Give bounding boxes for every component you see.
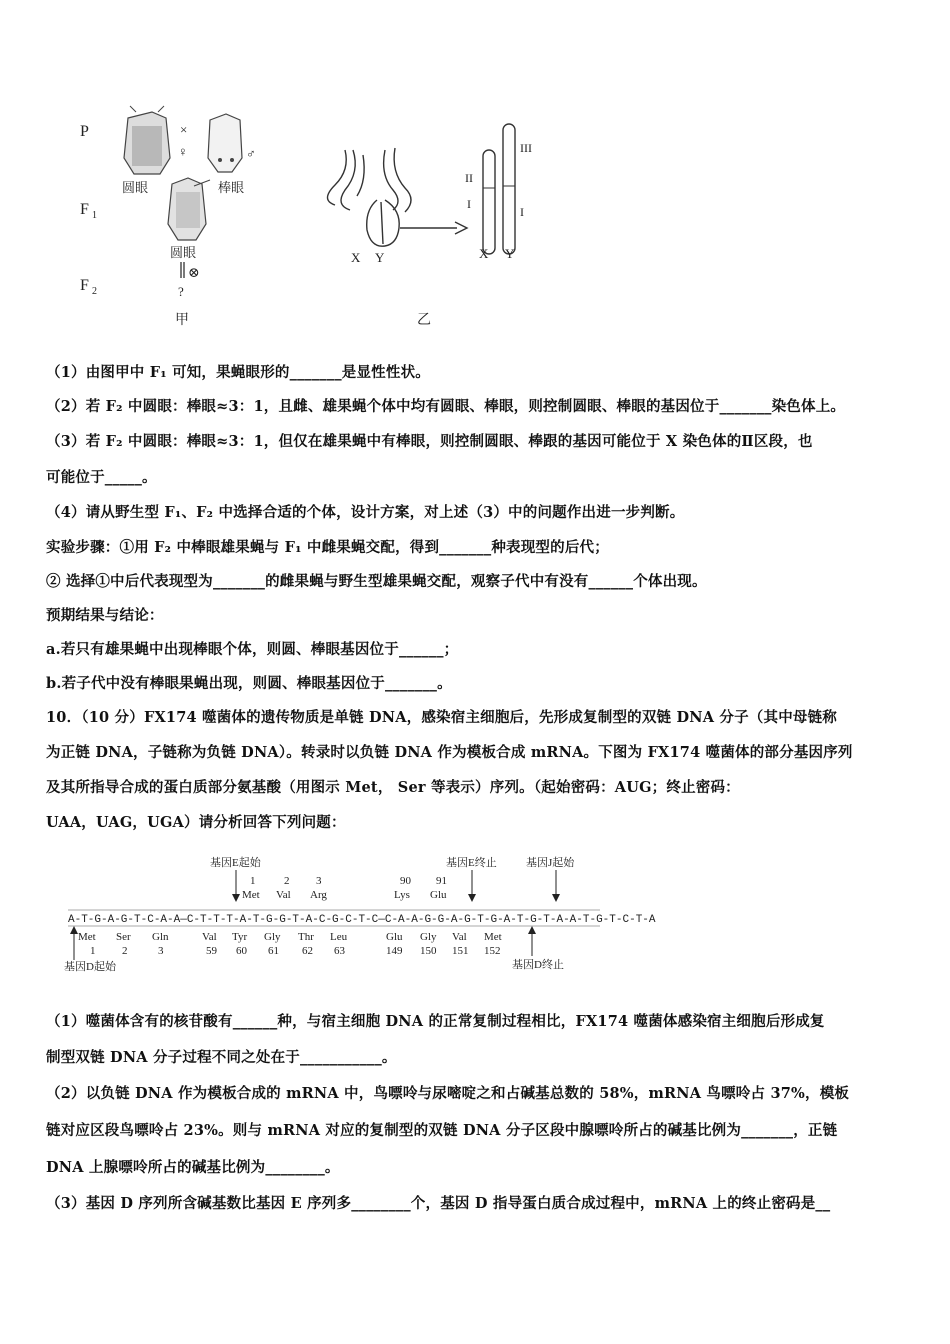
male-fly-icon [208, 114, 242, 172]
figure-jia [70, 100, 270, 330]
bottom-num-10: 150 [420, 945, 437, 957]
top-num-91: 91 [436, 875, 447, 887]
gene-e-start-label: 基因E起始 [210, 857, 261, 869]
bottom-num-8: 63 [334, 945, 345, 957]
top-aa-val: Val [276, 889, 291, 901]
q10-sub-line-1: （1）噬菌体含有的核苷酸有______种，与宿主细胞 DNA 的正常复制过程相比，FX174 噬菌体感染宿主细胞后形成复 [46, 1013, 825, 1030]
top-num-3: 3 [316, 875, 322, 887]
figure-yi-caption: 乙 [417, 313, 431, 328]
gen-p-label: P [80, 123, 89, 140]
bar-eye-label: 棒眼 [218, 180, 245, 195]
bottom-num-9: 149 [386, 945, 403, 957]
q10-line-1: 10．（10 分）FX174 噬菌体的遗传物质是单链 DNA，感染宿主细胞后，先形成复制型的双链 DNA 分子（其中母链称 [46, 709, 838, 726]
fig-yi-y-right: Y [505, 246, 515, 261]
q9-line-9: a.若只有雄果蝇中出现棒眼个体，则圆、棒眼基因位于______； [46, 641, 459, 658]
gene-sequence-figure [60, 848, 660, 978]
q9-line-4: 可能位于_____。 [46, 469, 157, 486]
f1-fly-icon [168, 178, 210, 240]
bottom-num-6: 61 [268, 945, 279, 957]
gene-e-end-label: 基因E终止 [446, 857, 497, 869]
q10-line-2: 为正链 DNA，子链称为负链 DNA）。转录时以负链 DNA 作为模板合成 mRNA。下图为 FX174 噬菌体的部分基因序列 [46, 744, 853, 761]
q10-sub-line-5: DNA 上腺嘌呤所占的碱基比例为________。 [46, 1159, 340, 1176]
fig-yi-x-right: X [479, 246, 489, 261]
bottom-num-7: 62 [302, 945, 313, 957]
bottom-aa-3: Gln [152, 931, 169, 943]
q10-sub-line-6: （3）基因 D 序列所含碱基数比基因 E 序列多________个，基因 D 指导蛋白质合成过程中，mRNA 上的终止密码是__ [46, 1195, 831, 1212]
gen-f1-label: F [80, 201, 89, 218]
figure-jia-caption: 甲 [175, 313, 189, 328]
gene-d-start-label: 基因D起始 [64, 961, 116, 973]
top-aa-met: Met [242, 889, 260, 901]
bottom-num-1: 1 [90, 945, 96, 957]
bottom-num-3: 3 [158, 945, 164, 957]
bottom-aa-12: Met [484, 931, 502, 943]
q10-line-4: UAA，UAG，UGA）请分析回答下列问题： [46, 814, 346, 831]
bottom-aa-6: Gly [264, 931, 281, 943]
gene-d-end-label: 基因D终止 [512, 959, 564, 971]
top-aa-lys: Lys [394, 889, 410, 901]
bottom-num-5: 60 [236, 945, 247, 957]
q9-line-3: （3）若 F₂ 中圆眼：棒眼≈3：1，但仅在雄果蝇中有棒眼，则控制圆眼、棒跟的基因可能位于 X 染色体的Ⅱ区段，也 [46, 433, 813, 450]
bottom-num-4: 59 [206, 945, 217, 957]
selfing-symbol: ⊗ [188, 266, 200, 281]
bottom-aa-4: Val [202, 931, 217, 943]
fig-yi-x-left: X [351, 250, 361, 265]
top-num-90: 90 [400, 875, 411, 887]
region-i-right-label: I [520, 205, 524, 219]
top-aa-glu: Glu [430, 889, 447, 901]
gene-j-start-label: 基因J起始 [526, 857, 575, 869]
q9-line-2: （2）若 F₂ 中圆眼：棒眼≈3：1，且雌、雄果蝇个体中均有圆眼、棒眼，则控制圆眼、棒眼的基因位于_______染色体上。 [46, 398, 846, 415]
bottom-aa-11: Val [452, 931, 467, 943]
male-symbol: ♂ [246, 146, 256, 161]
female-fly-icon [124, 106, 170, 174]
y-chromosome-icon [503, 124, 515, 254]
f2-question: ? [178, 284, 184, 299]
q9-line-1: （1）由图甲中 F₁ 可知，果蝇眼形的_______是显性性状。 [46, 364, 430, 381]
q9-line-8: 预期结果与结论： [46, 607, 164, 624]
q10-sub-line-4: 链对应区段鸟嘌呤占 23%。则与 mRNA 对应的复制型的双链 DNA 分子区段中腺嘌呤所占的碱基比例为_______，正链 [46, 1122, 838, 1139]
female-symbol: ♀ [178, 144, 188, 159]
q9-line-6: 实验步骤：①用 F₂ 中棒眼雄果蝇与 F₁ 中雌果蝇交配，得到_______种表现型的后代； [46, 539, 609, 556]
f1-round-eye-label: 圆眼 [170, 245, 197, 260]
dna-sequence: A-T-G-A-G-T-C-A-A—C-T-T-T-A-T-G-G-T-A-C-G-C-T-C—C-A-A-G-G-A-G-T-G-A-T-G-T-A-A-T-G-T-C-T-A [68, 914, 656, 926]
q9-line-7: ② 选择①中后代表现型为_______的雌果蝇与野生型雄果蝇交配，观察子代中有没有______个体出现。 [46, 573, 707, 590]
q9-line-10: b.若子代中没有棒眼果蝇出现，则圆、棒眼基因位于_______。 [46, 675, 452, 692]
x-chromosome-icon [483, 150, 495, 254]
region-iii-label: III [520, 141, 532, 155]
bottom-num-11: 151 [452, 945, 469, 957]
fig-yi-y-left: Y [375, 250, 385, 265]
bottom-aa-7: Thr [298, 931, 314, 943]
bottom-aa-8: Leu [330, 931, 348, 943]
bottom-aa-10: Gly [420, 931, 437, 943]
bottom-num-2: 2 [122, 945, 128, 957]
bottom-aa-5: Tyr [232, 931, 248, 943]
round-eye-label: 圆眼 [122, 180, 149, 195]
top-num-1: 1 [250, 875, 256, 887]
bottom-aa-2: Ser [116, 931, 131, 943]
region-i-left-label: I [467, 197, 471, 211]
cross-symbol: × [180, 122, 188, 137]
figure-yi [305, 110, 545, 330]
region-ii-label: II [465, 171, 473, 185]
gen-f1-sub: 1 [92, 210, 97, 221]
bottom-num-12: 152 [484, 945, 501, 957]
q10-line-3: 及其所指导合成的蛋白质部分氨基酸（用图示 Met， Ser 等表示）序列。（起始密码：AUG；终止密码： [46, 779, 740, 796]
bottom-aa-9: Glu [386, 931, 403, 943]
q10-sub-line-3: （2）以负链 DNA 作为模板合成的 mRNA 中，鸟嘌呤与尿嘧啶之和占碱基总数的 58%，mRNA 鸟嘌呤占 37%，模板 [46, 1085, 850, 1102]
chromosome-pair-icon [328, 148, 468, 246]
q9-line-5: （4）请从野生型 F₁、F₂ 中选择合适的个体，设计方案，对上述（3）中的问题作出进一步判断。 [46, 504, 685, 521]
top-aa-arg: Arg [310, 889, 327, 901]
bottom-aa-1: Met [78, 931, 96, 943]
q10-sub-line-2: 制型双链 DNA 分子过程不同之处在于___________。 [46, 1049, 397, 1066]
gen-f2-label: F [80, 277, 89, 294]
gen-f2-sub: 2 [92, 286, 97, 297]
top-num-2: 2 [284, 875, 290, 887]
